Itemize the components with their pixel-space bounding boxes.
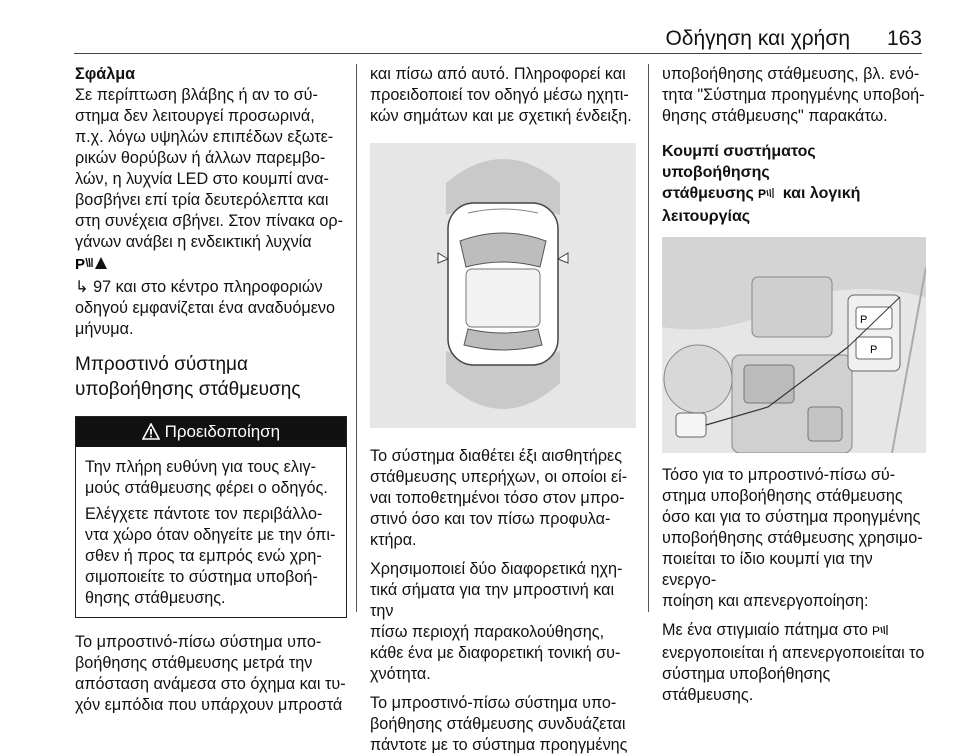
body-line: σύστημα υποβοήθησης στάθμευσης. [662,665,831,704]
body-line: Το μπροστινό-πίσω σύστημα υπο- [370,694,617,712]
body-line: ενεργοποιείται ή απενεργοποιείται το [662,644,925,662]
body-line: τικά σήματα για την μπροστινή και την [370,581,615,620]
fault-line: βοσβήνει επί τρία δευτερόλεπτα και [75,191,329,209]
fault-line: π.χ. λόγω υψηλών επιπέδων εξωτε- [75,128,334,146]
subsection-heading-line: Κουμπί συστήματος υποβοήθησης [662,143,816,181]
warning-triangle-icon [142,420,160,450]
svg-text:P: P [860,314,868,326]
body-paragraph [662,620,926,706]
page-header [0,0,960,50]
header-divider [74,53,922,54]
fault-line: στημα δεν λειτουργεί προσωρινά, [75,107,315,125]
svg-text:P: P [870,344,878,356]
body-line: κών σημάτων και με σχετική ένδειξη. [370,107,632,125]
fault-paragraph [75,85,347,340]
body-line: υποβοήθησης στάθμευσης χρησιμο- [662,529,923,547]
body-paragraph [370,64,636,127]
body-line: κάθε ένα με διαφορετική τονική συ- [370,644,621,662]
body-line: υποβοήθησης στάθμευσης, βλ. ενό- [662,65,920,83]
dashboard-button-illustration [662,237,926,453]
body-line: στάθμευσης υπερήχων, οι οποίοι εί- [370,468,628,486]
warning-line: μούς στάθμευσης φέρει ο οδηγός. [85,479,328,497]
body-paragraph [370,559,636,685]
park-assist-icon [758,185,778,206]
warning-paragraph [85,457,338,499]
body-line: Χρησιμοποιεί δύο διαφορετικά ηχη- [370,560,623,578]
warning-line: θησης στάθμευσης. [85,589,226,607]
page-reference[interactable] [75,278,323,296]
body-line: στημα υποβοήθησης στάθμευσης [662,487,903,505]
section-heading-line: Μπροστινό σύστημα [75,354,248,375]
body-line: ποίηση και απενεργοποίηση: [662,592,869,610]
park-assist-lamp-icon [75,255,109,277]
body-line: βοήθησης στάθμευσης συνδυάζεται [370,715,626,733]
body-line: ποιείται το ίδιο κουμπί για την ενεργο- [662,550,873,589]
warning-body [76,447,346,617]
fault-line: Σε περίπτωση βλάβης ή αν το σύ- [75,86,318,104]
body-line: όσο και για το σύστημα προηγμένης [662,508,921,526]
fault-line: γάνων ανάβει η ενδεικτική λυχνία [75,233,312,251]
warning-paragraph [85,504,338,609]
page-title: Οδήγηση και χρήση [665,27,850,50]
svg-text:P: P [75,256,86,271]
parking-sensor-figure [370,143,636,428]
fault-line: στη συνέχεια σβήνει. Στον πίνακα ορ- [75,212,343,230]
warning-line: ντα χώρο όταν οδηγείτε με την όπι- [85,526,336,544]
body-line: πίσω περιοχή παρακολούθησης, [370,623,605,641]
column-divider-1 [356,64,357,612]
body-line: χόν εμπόδια που υπάρχουν μπροστά [75,696,343,714]
body-line: χνότητα. [370,665,431,683]
body-line: στινό όσο και τον πίσω προφυλα- [370,510,611,528]
car-top-view-illustration [370,143,636,428]
body-line: Τόσο για το μπροστινό-πίσω σύ- [662,466,896,484]
park-assist-button-figure [662,237,926,453]
svg-text:P: P [872,624,881,637]
fault-line: ρικών θορύβων ή άλλων παρεμβο- [75,149,326,167]
svg-text:P: P [758,187,767,200]
warning-box [75,416,347,618]
body-paragraph [662,64,926,127]
body-line: θησης στάθμευσης" παρακάτω. [662,107,888,125]
body-line: βοήθησης στάθμευσης μετρά την [75,654,313,672]
body-line: κτήρα. [370,531,417,549]
page-number: 163 [886,27,922,50]
warning-line: σθεν ή προς τα εμπρός ενώ χρη- [85,547,322,565]
body-paragraph [370,693,636,756]
fault-heading: Σφάλμα [75,65,136,83]
body-line: Με ένα στιγμιαίο πάτημα στο [662,621,868,639]
reference-arrow-icon: ↳ [75,278,89,296]
body-line: τητα "Σύστημα προηγμένης υποβοή- [662,86,925,104]
column-divider-2 [648,64,649,612]
body-line: Το σύστημα διαθέτει έξι αισθητήρες [370,447,623,465]
body-line: ναι τοποθετημένοι τόσο στον μπρο- [370,489,625,507]
fault-line: 97 και στο κέντρο πληροφοριών [93,278,323,296]
body-paragraph [662,465,926,612]
body-line: προειδοποιεί τον οδηγό μέσω ηχητι- [370,86,629,104]
column-2 [370,64,636,756]
subsection-heading-line: και λογική [782,185,861,202]
fault-line: μήνυμα. [75,320,134,338]
body-line: Το μπροστινό-πίσω σύστημα υπο- [75,633,322,651]
subsection-heading-line: στάθμευσης [662,185,754,202]
body-line: και πίσω από αυτό. Πληροφορεί και [370,65,626,83]
fault-line: λών, η λυχνία LED στο κουμπί ανα- [75,170,329,188]
subsection-heading-line: λειτουργίας [662,208,751,225]
warning-line: Την πλήρη ευθύνη για τους ελιγ- [85,458,317,476]
warning-line: σιμοποιείτε το σύστημα υποβοή- [85,568,318,586]
column-1 [75,64,347,716]
body-line: απόσταση ανάμεσα στο όχημα και τυ- [75,675,346,693]
section-heading-line: υποβοήθησης στάθμευσης [75,379,301,400]
fault-line: οδηγού εμφανίζεται ένα αναδυόμενο [75,299,336,317]
park-assist-icon [872,622,892,643]
warning-title: Προειδοποίηση [164,422,281,441]
body-paragraph [370,446,636,551]
warning-line: Ελέγχετε πάντοτε τον περιβάλλο- [85,505,323,523]
column-3 [662,64,926,706]
body-paragraph [75,632,347,716]
subsection-heading [662,141,926,227]
body-line: πάντοτε με το σύστημα προηγμένης [370,736,628,754]
warning-title-bar [76,417,346,447]
section-heading [75,352,347,402]
